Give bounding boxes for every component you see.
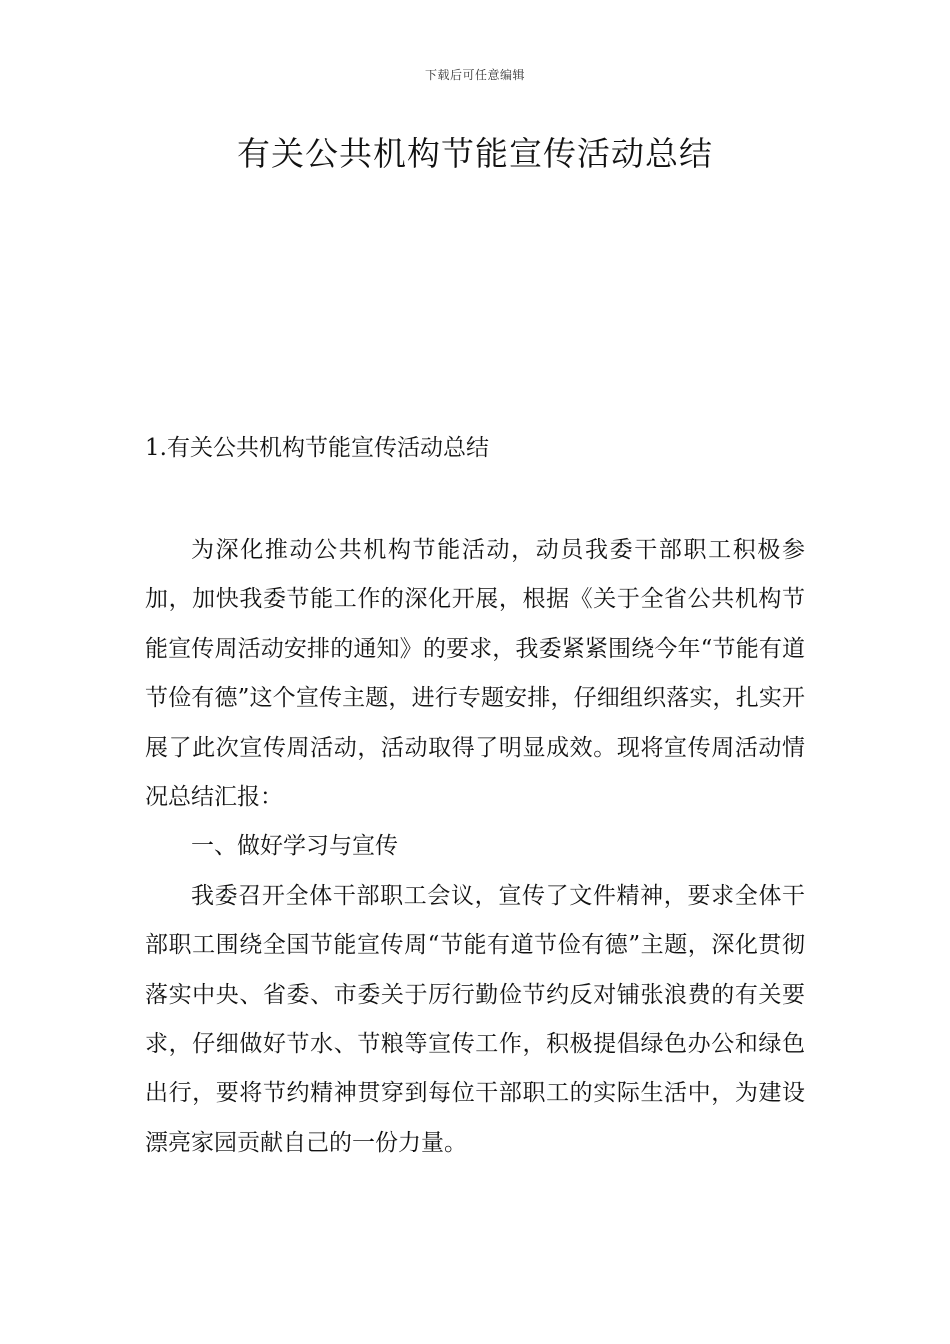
document-title: 有关公共机构节能宣传活动总结 bbox=[237, 134, 713, 173]
paragraph-subheading: 一、做好学习与宣传 bbox=[191, 833, 398, 860]
section-heading: 1.有关公共机构节能宣传活动总结 bbox=[145, 435, 489, 461]
document-body bbox=[145, 526, 805, 1168]
paragraph-intro: 为深化推动公共机构节能活动，动员我委干部职工积极参加，加快我委节能工作的深化开展，根据《关于全省公共机构节能宣传周活动安排的通知》的要求，我委紧紧围绕今年“节能有道节俭有德”这个宣传主题，进行专题安排，仔细组织落实，扎实开展了此次宣传周活动，活动取得了明显成效。现将宣传周活动情况总结汇报： bbox=[145, 537, 805, 811]
paragraph-study-publicity: 我委召开全体干部职工会议，宣传了文件精神，要求全体干部职工围绕全国节能宣传周“节能有道节俭有德”主题，深化贯彻落实中央、省委、市委关于厉行勤俭节约反对铺张浪费的有关要求，仔细做好节水、节粮等宣传工作，积极提倡绿色办公和绿色出行，要将节约精神贯穿到每位干部职工的实际生活中，为建设漂亮家园贡献自己的一份力量。 bbox=[145, 882, 805, 1156]
header-note: 下载后可任意编辑 bbox=[424, 68, 525, 82]
